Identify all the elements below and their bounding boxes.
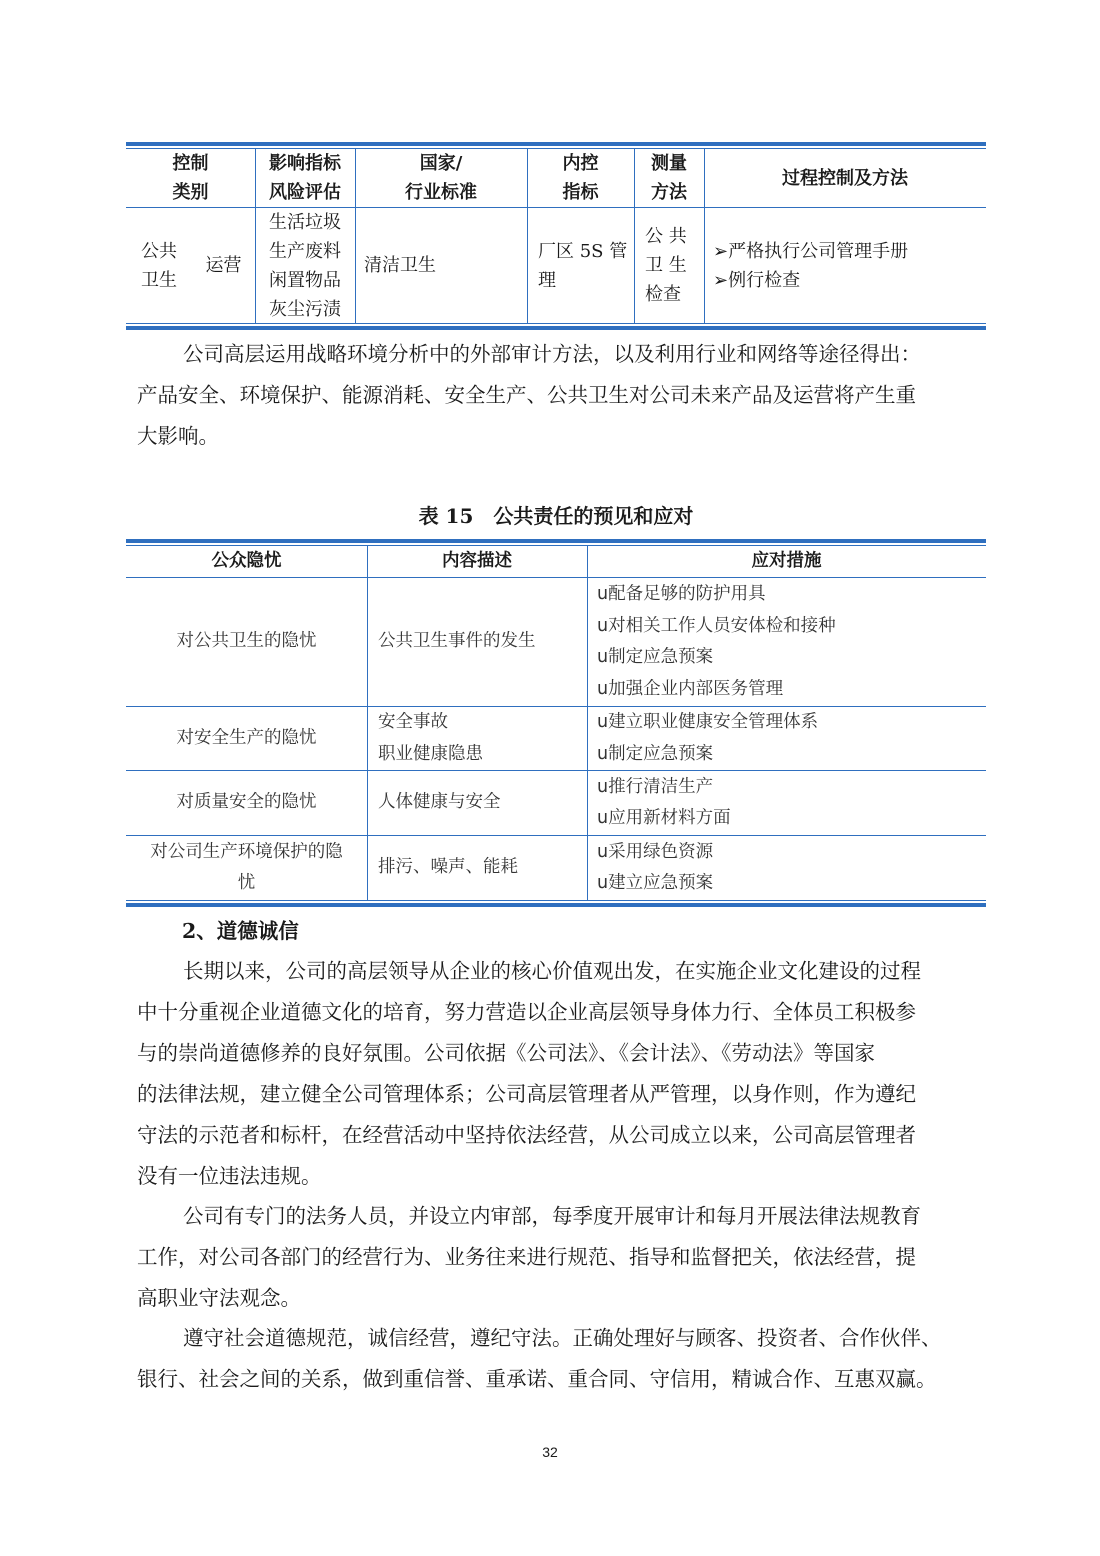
table2-cell-concern — [126, 578, 367, 706]
header-line: 内控 — [562, 153, 599, 174]
paragraph-line: 大影响。 — [137, 424, 219, 448]
table1-header-impact — [255, 149, 355, 207]
table1-cell-subcategory — [192, 208, 255, 323]
paragraph-line: 与的崇尚道德修养的良好氛围。公司依据《公司法》、《会计法》、《劳动法》等国家 — [137, 1041, 875, 1065]
cell-line: ➢严格执行公司管理手册 — [713, 240, 909, 262]
cell-line: 公 共 — [645, 226, 687, 247]
table1-header-standard — [355, 149, 527, 207]
table2-header-content: 内容描述 — [442, 551, 512, 571]
table2-cell-measures — [597, 836, 985, 900]
table2-header-concern: 公众隐忧 — [211, 551, 282, 571]
cell-line: 卫 生 — [645, 255, 687, 276]
table2-cell-content — [378, 707, 586, 770]
cell-line: 闲置物品 — [269, 269, 341, 291]
table1-cell-standard — [364, 208, 524, 323]
table1-header-control-type — [126, 149, 255, 207]
paragraph-ethics — [137, 951, 975, 1197]
paragraph-line: 公司高层运用战略环境分析中的外部审计方法，以及利用行业和网络等途径得出： — [183, 342, 921, 366]
table1-header-process — [704, 149, 986, 207]
paragraph-line: 工作，对公司各部门的经营行为、业务往来进行规范、指导和监督把关，依法经营，提 — [137, 1245, 916, 1269]
table1-header-internal — [527, 149, 634, 207]
paragraph-legal — [137, 1196, 975, 1319]
cell-line: 生活垃圾 — [269, 211, 341, 233]
paragraph-line: 银行、社会之间的关系，做到重信誉、重承诺、重合同、守信用，精诚合作、互惠双赢。 — [137, 1367, 937, 1391]
cell-line: 排污、噪声、能耗 — [378, 857, 518, 878]
cell-line: 生产废料 — [269, 240, 341, 262]
table2-cell-measures — [597, 578, 985, 706]
table1-bottom-rule — [126, 326, 986, 330]
cell-line: u采用绿色资源 — [597, 841, 714, 862]
cell-line: ➢例行检查 — [713, 269, 801, 291]
cell-line: 对公司生产环境保护的隐 — [150, 841, 343, 862]
table2-cell-concern — [126, 771, 367, 835]
table1-cell-measure — [645, 208, 703, 323]
header-line: 指标 — [562, 182, 599, 203]
table1-cell-internal — [538, 208, 632, 323]
cell-line: 检查 — [645, 284, 681, 305]
cell-line: u建立职业健康安全管理体系 — [597, 712, 819, 732]
header-line: 国家/ — [419, 153, 463, 174]
cell-line: 卫生 — [141, 269, 177, 291]
paragraph-line: 中十分重视企业道德文化的培育，努力营造以企业高层领导身体力行、全体员工积极参 — [137, 1000, 916, 1024]
table2-header-measures: 应对措施 — [751, 551, 822, 571]
table2-col-divider — [367, 546, 368, 901]
cell-line: 忧 — [237, 873, 256, 893]
table1-header-measure — [634, 149, 704, 207]
table2-cell-content — [378, 578, 586, 706]
cell-line: u加强企业内部医务管理 — [597, 678, 784, 699]
header-line: 过程控制及方法 — [782, 167, 908, 189]
paragraph-line: 没有一位违法违规。 — [137, 1164, 322, 1188]
table2-top-rule — [126, 539, 986, 543]
paragraph-line: 遵守社会道德规范，诚信经营，遵纪守法。正确处理好与顾客、投资者、合作伙伴、 — [183, 1326, 942, 1350]
table2-cell-content — [378, 771, 586, 835]
table1-top-rule — [126, 142, 986, 146]
cell-line: u配备足够的防护用具 — [597, 584, 766, 604]
cell-line: 人体健康与安全 — [378, 792, 501, 813]
cell-line: u制定应急预案 — [597, 743, 714, 764]
cell-line: u应用新材料方面 — [597, 808, 731, 828]
page-number: 32 — [542, 1444, 558, 1460]
header-line: 控制 — [172, 153, 209, 174]
header-line: 测量 — [651, 153, 687, 174]
paragraph-line: 产品安全、环境保护、能源消耗、安全生产、公共卫生对公司未来产品及运营将产生重 — [137, 383, 916, 407]
cell-line: 厂区 5S 管 — [538, 240, 628, 262]
header-line: 行业标准 — [405, 182, 477, 203]
paragraph-external-audit — [137, 334, 975, 457]
cell-line: 公共卫生事件的发生 — [378, 631, 536, 652]
table1-cell-process — [713, 208, 983, 323]
header-line: 影响指标 — [269, 153, 341, 174]
cell-line: u建立应急预案 — [597, 873, 714, 893]
header-line: 类别 — [172, 182, 209, 203]
paragraph-line: 公司有专门的法务人员，并设立内审部，每季度开展审计和每月开展法律法规教育 — [183, 1204, 921, 1228]
cell-line: 对公共卫生的隐忧 — [176, 631, 317, 652]
table2-bottom-rule — [126, 903, 986, 907]
table1-cell-category — [126, 208, 192, 323]
table2-col-divider — [587, 546, 588, 901]
cell-line: 理 — [538, 269, 556, 291]
cell-line: u制定应急预案 — [597, 647, 714, 667]
paragraph-integrity — [137, 1318, 975, 1400]
paragraph-line: 的法律法规，建立健全公司管理体系；公司高层管理者从严管理，以身作则，作为遵纪 — [137, 1082, 916, 1106]
table2-bottom-rule-thin — [126, 900, 986, 901]
cell-line: 对安全生产的隐忧 — [176, 727, 317, 748]
cell-line: 灰尘污渍 — [269, 298, 341, 320]
table2-cell-measures — [597, 771, 985, 835]
table2-cell-concern — [126, 707, 367, 770]
table1-cell-impacts — [255, 208, 355, 323]
cell-line: 安全事故 — [378, 712, 448, 732]
paragraph-line: 长期以来，公司的高层领导从企业的核心价值观出发，在实施企业文化建设的过程 — [183, 959, 921, 983]
cell-line: u推行清洁生产 — [597, 776, 714, 797]
cell-line: 清洁卫生 — [364, 255, 436, 276]
section-title: 2、道德诚信 — [182, 919, 299, 943]
paragraph-line: 高职业守法观念。 — [137, 1286, 301, 1310]
table2-cell-concern — [126, 836, 367, 900]
paragraph-line: 守法的示范者和标杆，在经营活动中坚持依法经营，从公司成立以来，公司高层管理者 — [137, 1123, 916, 1147]
table2-cell-content — [378, 836, 586, 900]
table2-cell-measures — [597, 707, 985, 770]
cell-line: 对质量安全的隐忧 — [176, 792, 317, 813]
cell-line: u对相关工作人员安体检和接种 — [597, 615, 836, 636]
table2-caption: 表 15 公共责任的预见和应对 — [418, 504, 694, 528]
cell-line: 公共 — [141, 240, 177, 262]
cell-line: 运营 — [205, 255, 242, 276]
header-line: 方法 — [651, 182, 687, 203]
header-line: 风险评估 — [269, 182, 341, 203]
cell-line: 职业健康隐患 — [378, 743, 483, 764]
